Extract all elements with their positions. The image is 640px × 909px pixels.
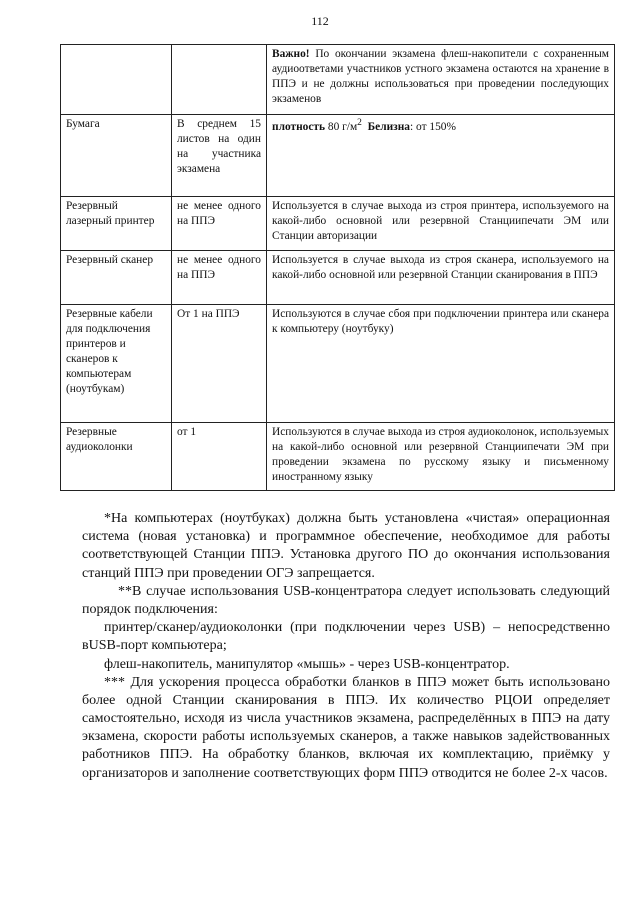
footnote-2-item-1: принтер/сканер/аудиоколонки (при подключении через USB) – непосредственно вUSB-порт компьютера; — [82, 620, 610, 654]
important-text: По окончании экзамена флеш-накопители с сохраненным аудиоответами участников устного экзамена остаются на хранение в ППЭ и не должны использоваться при проведении последующих экзаменов — [272, 48, 609, 106]
description-cell: Используется в случае выхода из строя принтера, используемого на какой-либо основной или резервной Станциипечати ЭМ или Станции авторизации — [267, 197, 615, 251]
description-cell — [267, 115, 615, 197]
density-label: плотность — [272, 120, 326, 133]
description-cell — [267, 45, 615, 115]
footnote-2: **В случае использования USB-концентратора следует использовать следующий порядок подключения: — [82, 583, 610, 617]
page-number: 112 — [311, 14, 329, 28]
name-cell — [61, 45, 172, 115]
footnote-2-item-2: флеш-накопитель, манипулятор «мышь» - через USB-концентратор. — [104, 656, 510, 672]
table-row — [61, 197, 615, 251]
quantity-cell: От 1 на ППЭ — [172, 305, 267, 423]
description-cell: Используются в случае сбоя при подключении принтера или сканера к компьютеру (ноутбуку) — [267, 305, 615, 423]
name-cell: Бумага — [61, 115, 172, 197]
equipment-table — [60, 44, 615, 491]
name-cell: Резервный сканер — [61, 251, 172, 305]
important-label: Важно! — [272, 48, 310, 60]
quantity-cell: не менее одного на ППЭ — [172, 251, 267, 305]
footnote-3: *** Для ускорения процесса обработки бланков в ППЭ может быть использовано более одной Станции сканирования в ППЭ. Их количество РЦОИ определяет самостоятельно, исходя из числа участников экзамена, распределённых в ППЭ на дату экзамена, скорости работы используемых сканеров, а также навыков задействованных работников ППЭ. На обработку бланков, включая их комплектацию, приёмку у организаторов и заполнение соответствующих форм ППЭ отводится не более 2-х часов. — [82, 674, 610, 781]
density-value: 80 г/м — [325, 120, 358, 133]
quantity-cell: от 1 — [172, 423, 267, 491]
quantity-cell: В среднем 15 листов на один на участника экзамена — [172, 115, 267, 197]
quantity-cell: не менее одного на ППЭ — [172, 197, 267, 251]
table-row — [61, 115, 615, 197]
description-cell: Используется в случае выхода из строя сканера, используемого на какой-либо основной или резервной Станции сканирования в ППЭ — [267, 251, 615, 305]
table-row — [61, 423, 615, 491]
density-sup: 2 — [357, 118, 362, 128]
whiteness-label: Белизна — [367, 120, 411, 133]
table-row — [61, 305, 615, 423]
table-row — [61, 251, 615, 305]
name-cell: Резервные аудиоколонки — [61, 423, 172, 491]
table-row — [61, 45, 615, 115]
name-cell: Резервные кабели для подключения принтеров и сканеров к компьютерам (ноутбукам) — [61, 305, 172, 423]
footnotes — [82, 510, 610, 783]
whiteness-value: : от 150% — [410, 120, 456, 133]
name-cell: Резервный лазерный принтер — [61, 197, 172, 251]
quantity-cell — [172, 45, 267, 115]
footnote-1: *На компьютерах (ноутбуках) должна быть установлена «чистая» операционная система (новая установка) и программное обеспечение, необходимое для работы соответствующей Станции ППЭ. Установка другого ПО до окончания использования станций ППЭ при проведении ОГЭ запрещается. — [82, 511, 610, 581]
description-cell: Используются в случае выхода из строя аудиоколонок, используемых на какой-либо основной или резервной Станциипечати ЭМ при проведении экзамена по русскому языку и письменному иностранному языку — [267, 423, 615, 491]
